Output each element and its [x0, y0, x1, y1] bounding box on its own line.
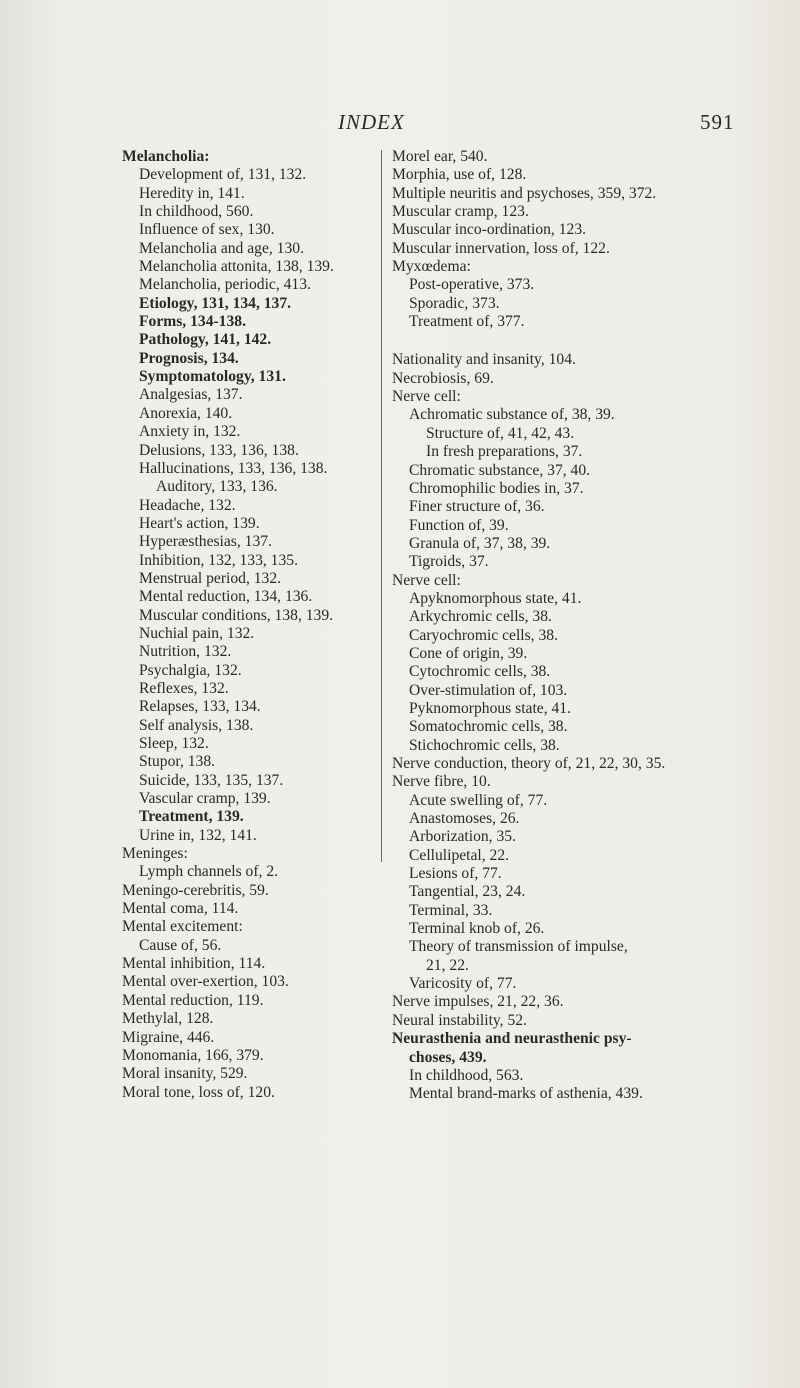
index-subentry: Function of, 39.	[409, 516, 509, 534]
index-subentry: In childhood, 560.	[139, 203, 254, 221]
index-subentry: Nutrition, 132.	[139, 643, 232, 661]
index-subentry: Analgesias, 137.	[139, 386, 243, 404]
index-entry: Myxœdema:	[392, 258, 471, 276]
index-subentry: Pyknomorphous state, 41.	[409, 699, 571, 717]
index-entry: Melancholia:	[122, 148, 210, 165]
index-entry: Morphia, use of, 128.	[392, 166, 527, 184]
index-subentry: Anorexia, 140.	[139, 404, 233, 422]
index-column-right	[392, 148, 762, 1104]
index-subentry: Muscular conditions, 138, 139.	[139, 606, 334, 624]
running-title: INDEX	[338, 110, 405, 134]
index-subentry: Caryochromic cells, 38.	[409, 626, 558, 644]
index-subentry: Melancholia, periodic, 413.	[139, 276, 311, 294]
index-subentry: Granula of, 37, 38, 39.	[409, 534, 551, 552]
index-column-left	[122, 148, 380, 1102]
index-subentry: Cytochromic cells, 38.	[409, 663, 551, 681]
index-subentry: Mental reduction, 134, 136.	[139, 588, 313, 606]
index-subentry: Influence of sex, 130.	[139, 221, 275, 239]
running-head	[0, 110, 800, 140]
index-entry: Moral insanity, 529.	[122, 1065, 248, 1083]
index-subentry: Sleep, 132.	[139, 735, 209, 752]
index-subentry: 21, 22.	[426, 956, 469, 974]
index-subentry: Treatment, 139.	[139, 808, 244, 826]
index-subentry: Varicosity of, 77.	[409, 975, 517, 993]
index-subentry: Hyperæsthesias, 137.	[139, 533, 272, 551]
index-entry: Meninges:	[122, 845, 188, 863]
index-subentry: In fresh preparations, 37.	[426, 443, 583, 461]
index-entry: Nerve cell:	[392, 571, 461, 589]
index-subentry: Melancholia attonita, 138, 139.	[139, 258, 334, 276]
index-entry: Mental coma, 114.	[122, 900, 239, 918]
index-subentry: Cellulipetal, 22.	[409, 846, 510, 864]
index-subentry: Reflexes, 132.	[139, 679, 229, 697]
index-subentry: Melancholia and age, 130.	[139, 239, 304, 257]
index-subentry: Tigroids, 37.	[409, 553, 489, 571]
index-subentry: Self analysis, 138.	[139, 716, 254, 734]
index-subentry: Symptomatology, 131.	[139, 368, 286, 386]
index-subentry: Suicide, 133, 135, 137.	[139, 771, 284, 789]
index-entry: Nerve fibre, 10.	[392, 773, 491, 791]
index-subentry: Menstrual period, 132.	[139, 569, 282, 587]
index-subentry: Forms, 134-138.	[139, 313, 246, 331]
index-entry: Neurasthenia and neurasthenic psy-	[392, 1030, 632, 1048]
index-subentry: Heredity in, 141.	[139, 184, 245, 202]
index-subentry: Post-operative, 373.	[409, 276, 535, 294]
index-entry: Monomania, 166, 379.	[122, 1046, 264, 1064]
index-entry: Muscular inco-ordination, 123.	[392, 221, 587, 239]
index-subentry: Structure of, 41, 42, 43.	[426, 424, 575, 442]
index-subentry: In childhood, 563.	[409, 1066, 524, 1084]
index-subentry: Over-stimulation of, 103.	[409, 681, 568, 699]
index-subentry: Delusions, 133, 136, 138.	[139, 441, 299, 459]
index-entry: Multiple neuritis and psychoses, 359, 372.	[392, 184, 657, 202]
index-subentry: Lesions of, 77.	[409, 865, 502, 883]
index-entry: Muscular innervation, loss of, 122.	[392, 239, 610, 257]
index-entry: Mental inhibition, 114.	[122, 955, 266, 973]
index-subentry: Auditory, 133, 136.	[156, 478, 278, 496]
index-entry: Morel ear, 540.	[392, 148, 488, 165]
index-entry: Nerve conduction, theory of, 21, 22, 30, 35.	[392, 755, 666, 772]
index-subentry: Terminal, 33.	[409, 901, 493, 919]
index-subentry: Achromatic substance of, 38, 39.	[409, 406, 615, 424]
index-subentry: Stichochromic cells, 38.	[409, 736, 560, 754]
index-subentry: choses, 439.	[409, 1048, 487, 1066]
index-subentry: Theory of transmission of impulse,	[409, 938, 628, 956]
index-subentry: Anxiety in, 132.	[139, 423, 241, 441]
index-subentry: Tangential, 23, 24.	[409, 883, 526, 901]
index-subentry: Arkychromic cells, 38.	[409, 608, 552, 626]
index-entry: Meningo-cerebritis, 59.	[122, 881, 269, 899]
index-subentry: Urine in, 132, 141.	[139, 826, 257, 844]
index-entry: Mental reduction, 119.	[122, 991, 264, 1009]
index-subentry: Lymph channels of, 2.	[139, 863, 279, 881]
index-subentry: Mental brand-marks of asthenia, 439.	[409, 1085, 643, 1103]
index-entry: Migraine, 446.	[122, 1028, 215, 1046]
index-entry: Methylal, 128.	[122, 1010, 214, 1028]
column-divider	[381, 150, 382, 862]
index-subentry: Cone of origin, 39.	[409, 644, 528, 662]
index-subentry: Headache, 132.	[139, 496, 236, 514]
index-entry: Nerve cell:	[392, 388, 461, 406]
entry-gap	[392, 331, 762, 351]
index-subentry: Anastomoses, 26.	[409, 810, 520, 828]
index-entry: Necrobiosis, 69.	[392, 369, 494, 387]
index-subentry: Sporadic, 373.	[409, 294, 500, 312]
index-subentry: Chromatic substance, 37, 40.	[409, 461, 591, 479]
index-subentry: Heart's action, 139.	[139, 514, 260, 532]
index-subentry: Etiology, 131, 134, 137.	[139, 294, 292, 312]
index-subentry: Psychalgia, 132.	[139, 661, 242, 679]
page-number: 591	[700, 110, 735, 134]
index-entry: Neural instability, 52.	[392, 1011, 527, 1029]
index-subentry: Pathology, 141, 142.	[139, 331, 272, 349]
index-subentry: Inhibition, 132, 133, 135.	[139, 551, 298, 569]
index-subentry: Stupor, 138.	[139, 753, 216, 771]
index-entry: Mental over-exertion, 103.	[122, 973, 289, 991]
index-subentry: Treatment of, 377.	[409, 313, 525, 331]
index-entry: Nationality and insanity, 104.	[392, 351, 576, 369]
index-subentry: Arborization, 35.	[409, 828, 516, 846]
index-subentry: Finer structure of, 36.	[409, 498, 545, 516]
index-subentry: Cause of, 56.	[139, 936, 222, 954]
index-subentry: Hallucinations, 133, 136, 138.	[139, 459, 328, 477]
index-entry: Muscular cramp, 123.	[392, 203, 529, 221]
index-subentry: Vascular cramp, 139.	[139, 790, 271, 808]
index-entry: Nerve impulses, 21, 22, 36.	[392, 993, 564, 1011]
index-entry: Mental excitement:	[122, 918, 243, 936]
index-subentry: Apyknomorphous state, 41.	[409, 589, 582, 607]
index-subentry: Somatochromic cells, 38.	[409, 718, 568, 736]
index-subentry: Terminal knob of, 26.	[409, 920, 545, 938]
index-subentry: Nuchial pain, 132.	[139, 624, 255, 642]
index-subentry: Chromophilic bodies in, 37.	[409, 479, 584, 497]
index-subentry: Acute swelling of, 77.	[409, 791, 548, 809]
index-entry: Moral tone, loss of, 120.	[122, 1083, 275, 1101]
index-subentry: Relapses, 133, 134.	[139, 698, 261, 716]
index-subentry: Prognosis, 134.	[139, 349, 239, 367]
index-subentry: Development of, 131, 132.	[139, 166, 307, 184]
